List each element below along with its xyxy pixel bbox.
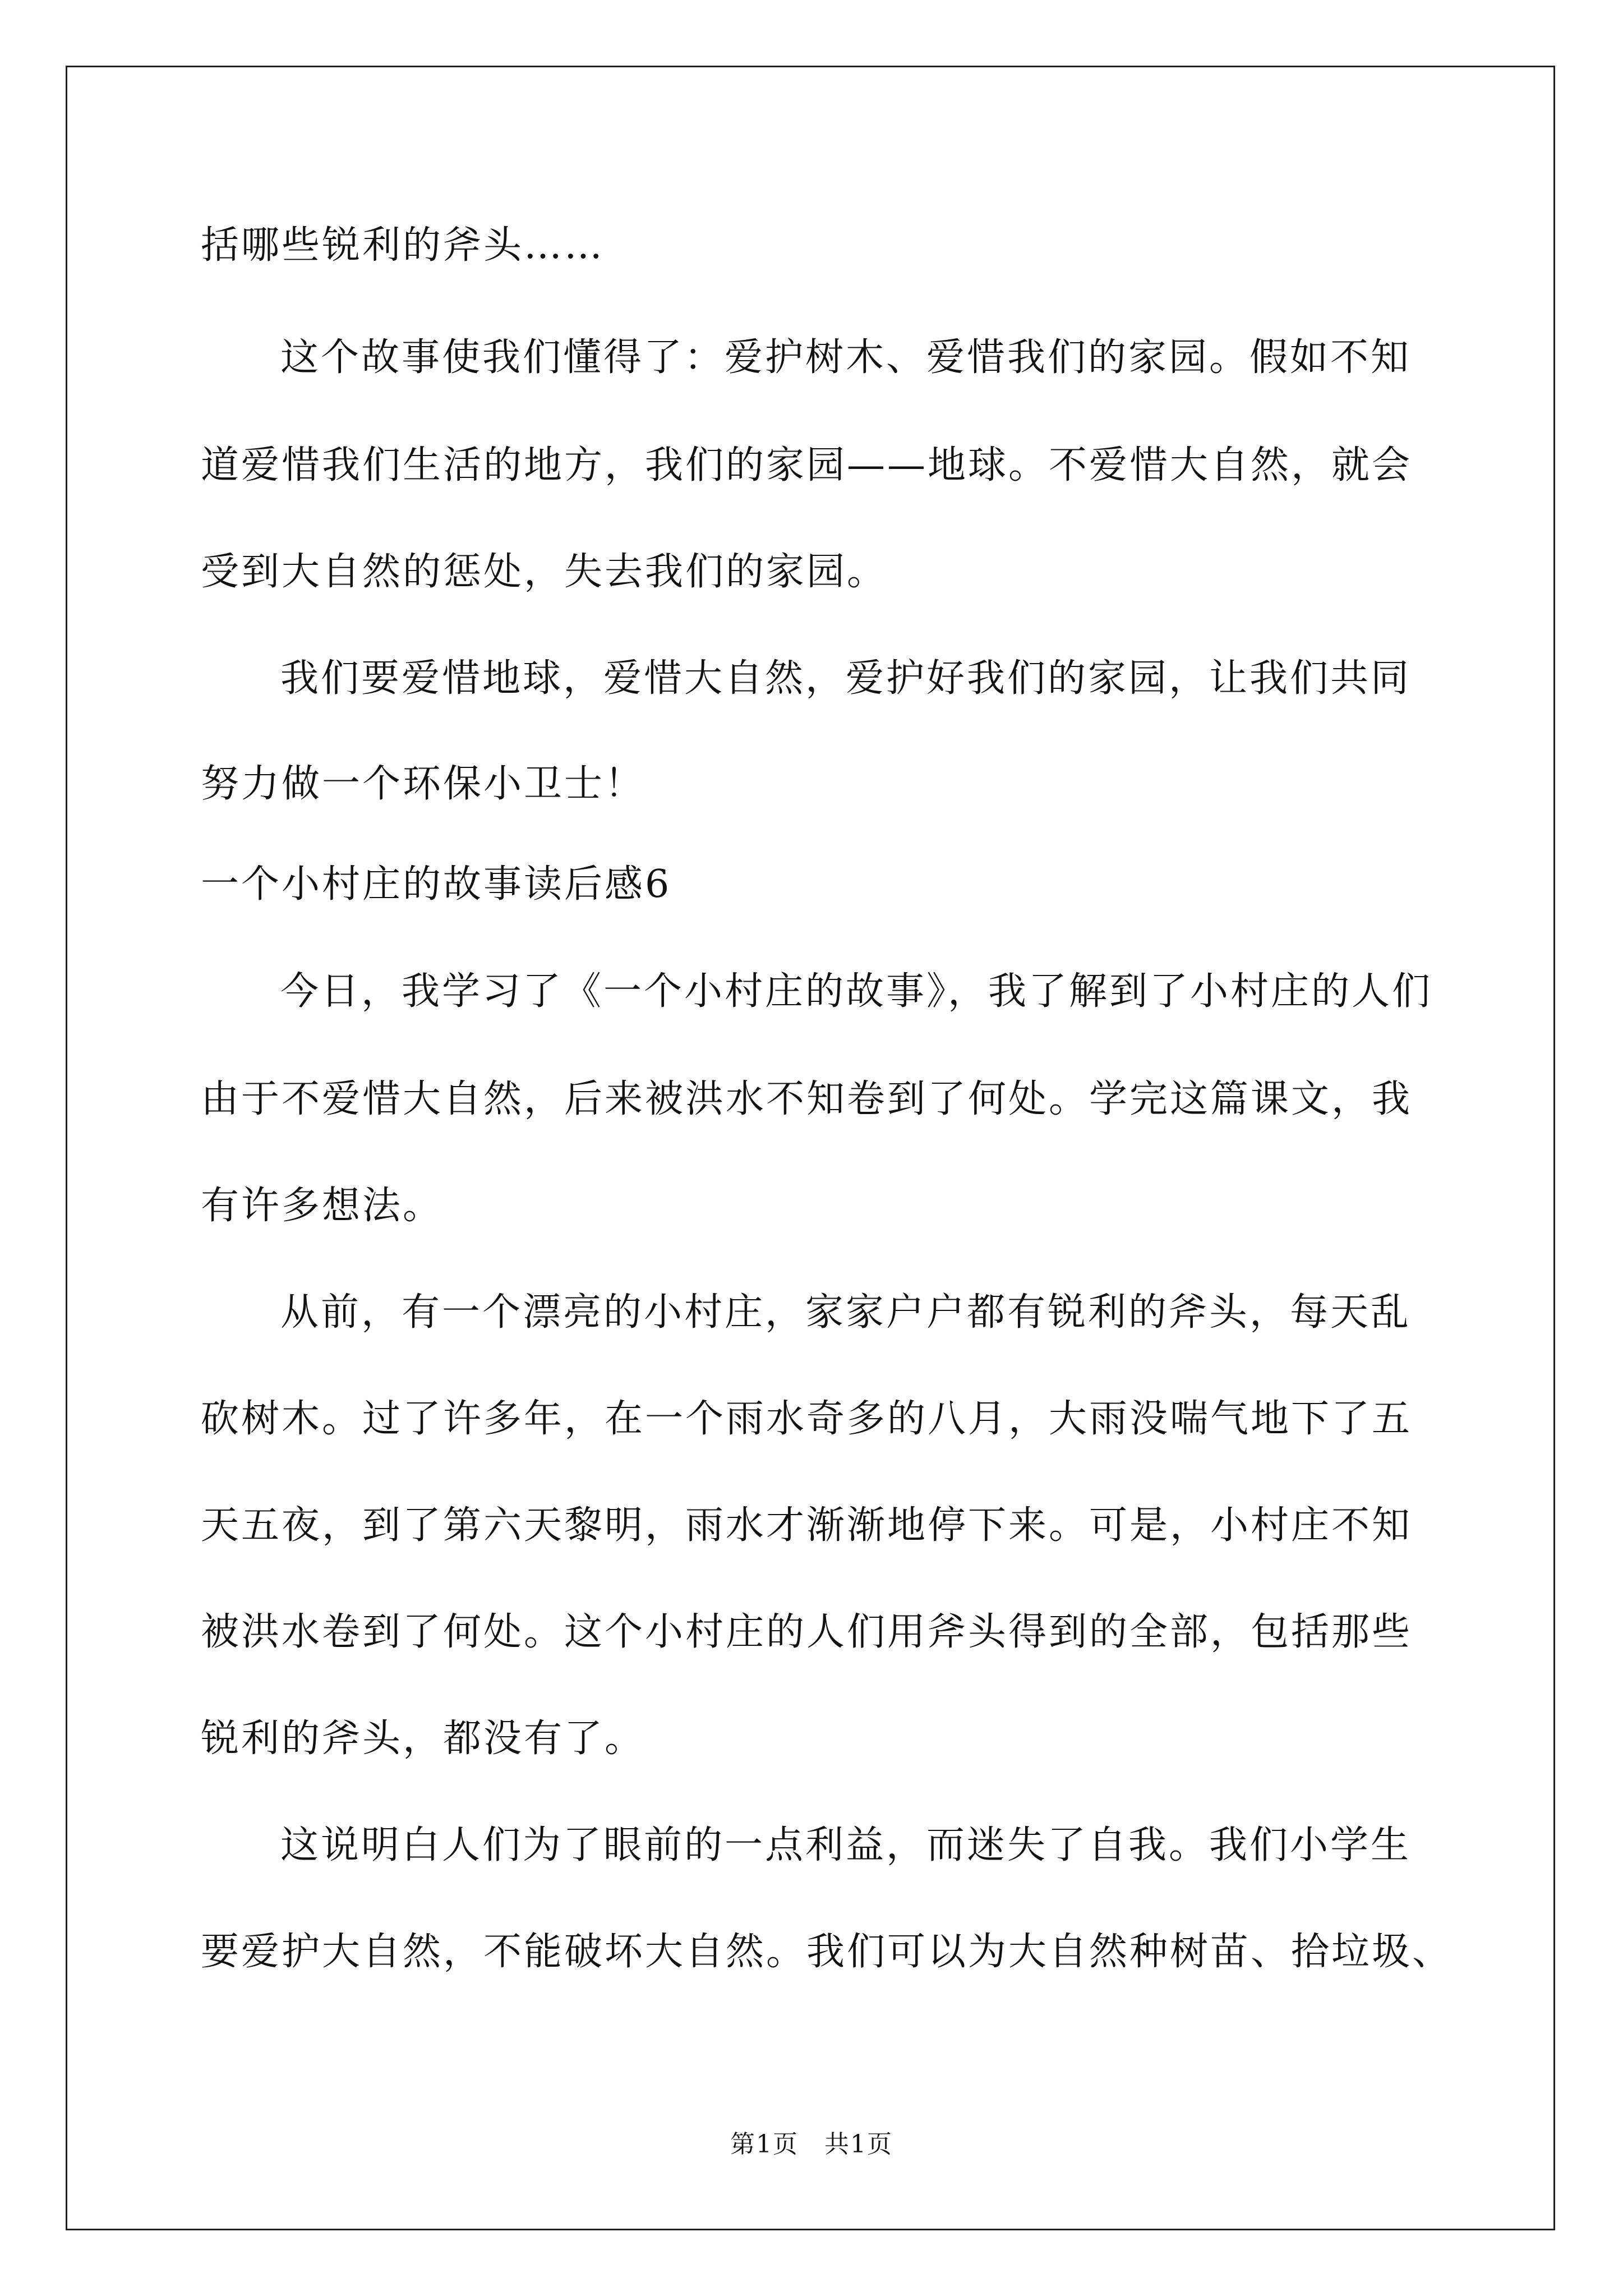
paragraph-start: 这个故事使我们懂得了：爱护树木、爱惜我们的家园。假如不知 — [280, 335, 1412, 380]
text-line: 要爱护大自然，不能破坏大自然。我们可以为大自然种树苗、拾垃圾、 — [201, 1930, 1453, 1974]
text-line: 由于不爱惜大自然，后来被洪水不知卷到了何处。学完这篇课文，我 — [201, 1077, 1413, 1121]
page-border — [66, 66, 1555, 2230]
text-line: 道爱惜我们生活的地方，我们的家园——地球。不爱惜大自然，就会 — [201, 443, 1413, 487]
text-line: 努力做一个环保小卫士！ — [201, 762, 645, 806]
text-line: 砍树木。过了许多年，在一个雨水奇多的八月，大雨没喘气地下了五 — [201, 1397, 1413, 1441]
section-heading: 一个小村庄的故事读后感6 — [201, 862, 672, 907]
text-line: 有许多想法。 — [201, 1184, 444, 1228]
text-line: 天五夜，到了第六天黎明，雨水才渐渐地停下来。可是，小村庄不知 — [201, 1503, 1413, 1548]
text-line: 被洪水卷到了何处。这个小村庄的人们用斧头得到的全部，包括那些 — [201, 1610, 1413, 1654]
text-line: 锐利的斧头，都没有了。 — [201, 1717, 645, 1761]
paragraph-start: 我们要爱惜地球，爱惜大自然，爱护好我们的家园，让我们共同 — [280, 656, 1412, 701]
paragraph-start: 今日，我学习了《一个小村庄的故事》，我了解到了小村庄的人们 — [280, 969, 1433, 1014]
paragraph-start: 从前，有一个漂亮的小村庄，家家户户都有锐利的斧头，每天乱 — [280, 1290, 1412, 1335]
page-number-footer: 第1页 共1页 — [730, 2130, 893, 2159]
paragraph-start: 这说明白人们为了眼前的一点利益，而迷失了自我。我们小学生 — [280, 1823, 1412, 1867]
text-line: 受到大自然的惩处，失去我们的家园。 — [201, 550, 888, 594]
text-line: 括哪些锐利的斧头…… — [201, 223, 605, 268]
